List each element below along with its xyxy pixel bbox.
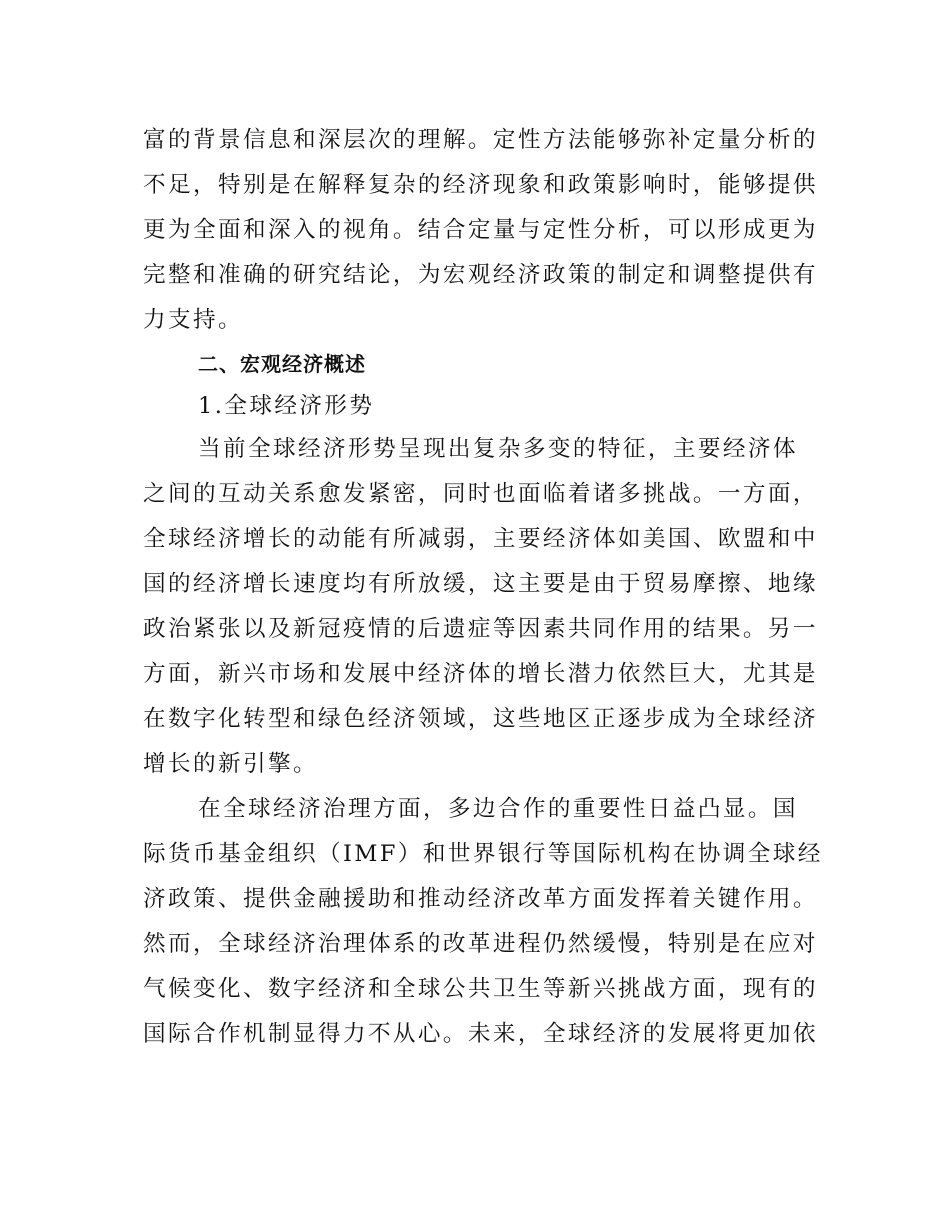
paragraph-line: 济政策、提供金融援助和推动经济改革方面发挥着关键作用。 [143, 886, 818, 912]
paragraph-line: 增长的新引擎。 [143, 751, 318, 777]
paragraph-line: 完整和准确的研究结论，为宏观经济政策的制定和调整提供有 [143, 262, 818, 288]
section-heading: 二、宏观经济概述 [198, 352, 366, 376]
subsection-heading: 1.全球经济形势 [198, 393, 375, 419]
paragraph-line: 之间的互动关系愈发紧密，同时也面临着诸多挑战。一方面， [143, 481, 818, 507]
paragraph-global-situation [143, 427, 818, 787]
paragraph-line: 当前全球经济形势呈现出复杂多变的特征，主要经济体 [198, 436, 798, 462]
paragraph-line: 国的经济增长速度均有所放缓，这主要是由于贸易摩擦、地缘 [143, 571, 818, 597]
paragraph-line: 然而，全球经济治理体系的改革进程仍然缓慢，特别是在应对 [143, 931, 818, 957]
paragraph-line: 际货币基金组织（IMF）和世界银行等国际机构在协调全球经 [143, 841, 823, 867]
paragraph-line: 更为全面和深入的视角。结合定量与定性分析，可以形成更为 [143, 217, 818, 243]
paragraph-intro [143, 118, 818, 343]
paragraph-line: 不足，特别是在解释复杂的经济现象和政策影响时，能够提供 [143, 172, 818, 198]
paragraph-line: 全球经济增长的动能有所减弱，主要经济体如美国、欧盟和中 [143, 526, 818, 552]
paragraph-line: 气候变化、数字经济和全球公共卫生等新兴挑战方面，现有的 [143, 976, 818, 1002]
paragraph-line: 在全球经济治理方面，多边合作的重要性日益凸显。国 [198, 796, 798, 822]
paragraph-line: 力支持。 [143, 307, 243, 333]
paragraph-line: 政治紧张以及新冠疫情的后遗症等因素共同作用的结果。另一 [143, 616, 818, 642]
paragraph-line: 富的背景信息和深层次的理解。定性方法能够弥补定量分析的 [143, 127, 818, 153]
paragraph-line: 在数字化转型和绿色经济领域，这些地区正逐步成为全球经济 [143, 706, 818, 732]
document-body [143, 118, 823, 1057]
paragraph-line: 方面，新兴市场和发展中经济体的增长潜力依然巨大，尤其是 [143, 661, 818, 687]
paragraph-governance [143, 787, 823, 1057]
paragraph-line: 国际合作机制显得力不从心。未来，全球经济的发展将更加依 [143, 1021, 818, 1047]
